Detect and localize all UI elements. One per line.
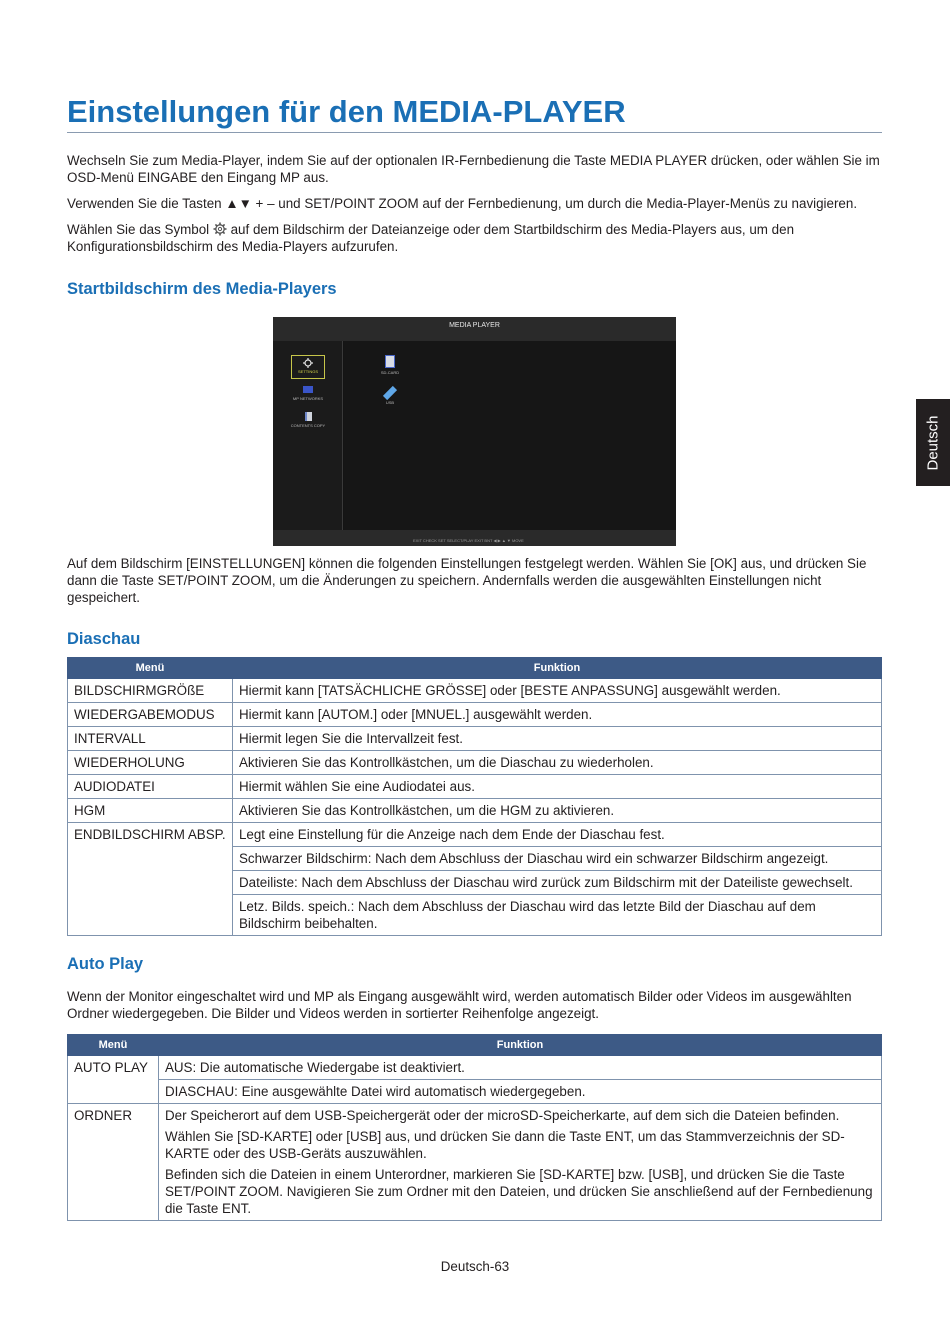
table-row [68,1080,882,1104]
language-tab-label: Deutsch [924,414,942,471]
function-cell: Legt eine Einstellung für die Anzeige nach dem Ende der Diaschau fest. [232,823,881,847]
auto-play-table [67,1034,882,1221]
menu-cell: INTERVALL [68,727,233,751]
table-row [68,1104,882,1221]
heading-auto-play: Auto Play [67,955,144,973]
menu-cell-end-screen: ENDBILDSCHIRM ABSP. [68,823,233,936]
page-content [67,92,882,1221]
mp-network-item[interactable] [291,386,325,401]
language-tab [916,399,950,486]
page-title: Einstellungen für den MEDIA-PLAYER [67,92,882,133]
gear-icon [213,222,227,236]
mp-title-bar: MEDIA PLAYER [273,317,676,341]
media-player-screenshot [273,317,676,546]
menu-cell: AUDIODATEI [68,775,233,799]
mp-usb-label: USB [385,400,395,405]
function-cell: Schwarzer Bildschirm: Nach dem Abschluss der Diaschau wird ein schwarzer Bildschirm angezeigt. [232,847,881,871]
settings-gear-icon [303,358,313,368]
diaschau-header-function: Funktion [232,658,881,679]
auto-header-function: Funktion [158,1035,881,1056]
ordner-line-3: Befinden sich die Dateien in einem Unterordner, markieren Sie [SD-KARTE] bzw. [USB], und drücken Sie die Taste SET/POINT ZOOM. Navigieren Sie zum Ordner mit den Dateien, und drücken Sie anschließend auf der Fernbedienung die Taste ENT. [164,1167,873,1216]
heading-diaschau: Diaschau [67,630,141,648]
function-cell-ordner [158,1104,881,1221]
function-cell: AUS: Die automatische Wiedergabe ist deaktiviert. [158,1056,881,1080]
function-cell: Hiermit kann [TATSÄCHLICHE GRÖSSE] oder [BESTE ANPASSUNG] ausgewählt werden. [232,679,881,703]
table-row [68,775,882,799]
menu-cell-ordner: ORDNER [68,1104,159,1221]
menu-cell: HGM [68,799,233,823]
function-cell: Hiermit wählen Sie eine Audiodatei aus. [232,775,881,799]
intro-paragraph-3 [67,221,882,255]
mp-settings-label: SETTINGS [297,369,318,374]
table-row [68,823,882,847]
function-cell: Aktivieren Sie das Kontrollkästchen, um die Diaschau zu wiederholen. [232,751,881,775]
ordner-line-1: Der Speicherort auf dem USB-Speichergerät oder der microSD-Speicherkarte, auf dem sich die Dateien befinden. [164,1108,840,1123]
intro-p3-before: Wählen Sie das Symbol [67,222,213,237]
table-row [68,727,882,751]
mp-contents-item[interactable] [287,412,329,428]
menu-cell: WIEDERGABEMODUS [68,703,233,727]
diaschau-header-menu: Menü [68,658,233,679]
mp-usb-item[interactable] [379,387,401,405]
network-icon [303,386,313,393]
function-cell: Hiermit kann [AUTOM.] oder [MNUEL.] ausgewählt werden. [232,703,881,727]
intro-paragraph-1: Wechseln Sie zum Media-Player, indem Sie auf der optionalen IR-Fernbedienung die Taste MEDIA PLAYER drücken, oder wählen Sie im OSD-Menü EINGABE den Eingang MP aus. [67,153,880,185]
mp-contents-label: CONTENTS COPY [290,423,326,428]
intro-p3-after: auf dem Bildschirm der Dateianzeige oder dem Startbildschirm des Media-Players aus, um den Konfigurationsbildschirm des Media-Players aufzurufen. [67,222,795,254]
mp-settings-item[interactable] [291,355,325,379]
contents-copy-icon [305,412,312,421]
menu-cell: BILDSCHIRMGRÖßE [68,679,233,703]
function-cell: Aktivieren Sie das Kontrollkästchen, um die HGM zu aktivieren. [232,799,881,823]
heading-startbildschirm: Startbildschirm des Media-Players [67,280,337,298]
function-cell: Letz. Bilds. speich.: Nach dem Abschluss der Diaschau wird das letzte Bild der Diaschau auf dem Bildschirm beibehalten. [232,895,881,936]
function-cell: DIASCHAU: Eine ausgewählte Datei wird automatisch wiedergegeben. [158,1080,881,1104]
auto-play-paragraph: Wenn der Monitor eingeschaltet wird und MP als Eingang ausgewählt wird, werden automatisch Bilder oder Videos im ausgewählten Ordner wiedergegeben. Die Bilder und Videos werden in sortierter Reihenfolge angezeigt. [67,989,852,1021]
function-cell: Dateiliste: Nach dem Abschluss der Diaschau wird zurück zum Bildschirm mit der Dateiliste gewechselt. [232,871,881,895]
mp-sdcard-item[interactable] [379,355,401,375]
table-row [68,703,882,727]
mp-network-label: MP NETWORKS [292,396,324,401]
table-row [68,799,882,823]
diaschau-table [67,657,882,936]
auto-header-menu: Menü [68,1035,159,1056]
table-row [68,679,882,703]
menu-cell-auto-play: AUTO PLAY [68,1056,159,1104]
function-cell: Hiermit legen Sie die Intervallzeit fest. [232,727,881,751]
table-row [68,1056,882,1080]
menu-cell: WIEDERHOLUNG [68,751,233,775]
sdcard-icon [385,355,395,368]
page-number: Deutsch-63 [440,1259,510,1274]
settings-paragraph: Auf dem Bildschirm [EINSTELLUNGEN] können die folgenden Einstellungen festgelegt werden. Wählen Sie [OK] aus, und drücken Sie dann die Taste SET/POINT ZOOM, um die Änderungen zu speichern. Andernfalls werden die ausgewählten Einstellungen nicht gespeichert. [67,556,867,605]
intro-paragraph-2: Verwenden Sie die Tasten ▲▼ + – und SET/POINT ZOOM auf der Fernbedienung, um durch die Media-Player-Menüs zu navigieren. [67,196,858,211]
mp-key-guide: EXIT CHECK SET SELECT/PLAY EXIT BNT ◀ ▶ ▲ ▼ MOVE [413,538,524,543]
table-row [68,751,882,775]
mp-sdcard-label: SD-CARD [380,370,400,375]
usb-icon [383,386,397,400]
ordner-line-2: Wählen Sie [SD-KARTE] oder [USB] aus, und drücken Sie dann die Taste ENT, um das Stammverzeichnis der SD-KARTE oder des USB-Geräts auszuwählen. [164,1129,845,1161]
